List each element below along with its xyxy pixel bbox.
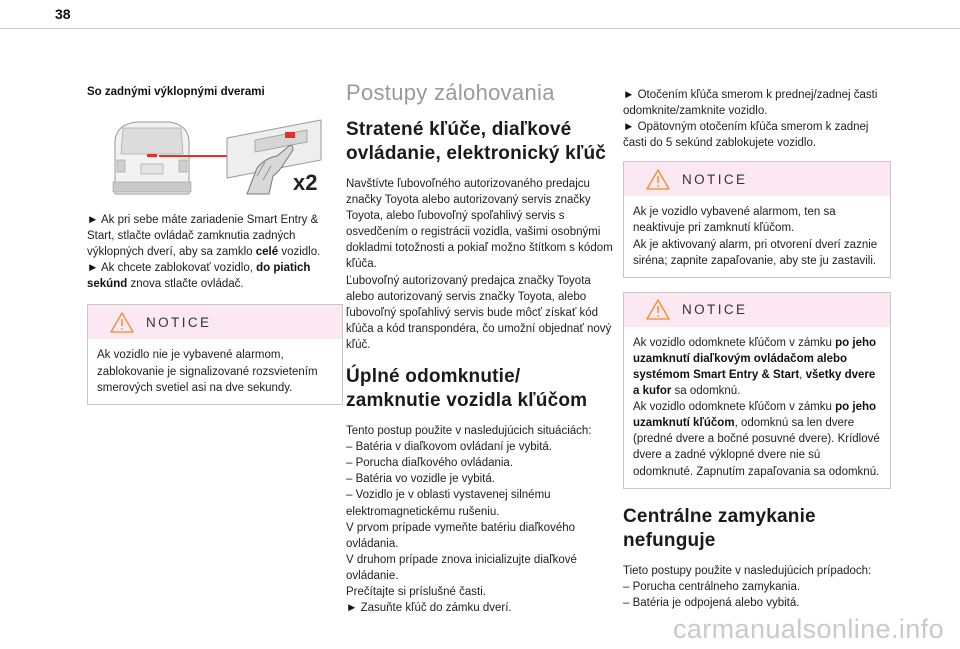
watermark: carmanualsonline.info <box>672 614 944 644</box>
text-run: Ak pri sebe máte zariadenie Smart Entry & Start, stlačte ovládač zamknutia zadných výklopných dverí, aby sa zamklo <box>87 214 319 259</box>
heading-lost-keys: Stratené kľúče, diaľkové ovládanie, elektronický kľúč <box>346 119 607 164</box>
warning-triangle-icon <box>110 312 134 333</box>
instruction-bullet <box>623 87 891 119</box>
paragraph: V druhom prípade znova inicializujte diaľkové ovládanie. <box>346 553 577 582</box>
page-number: 38 <box>55 6 71 22</box>
instruction-bullet <box>623 119 891 151</box>
column-middle <box>346 80 614 616</box>
bullet-arrow-icon: ► <box>87 262 99 275</box>
text-run: Otočením kľúča smerom k prednej/zadnej časti odomknite/zamknite vozidlo. <box>623 89 878 118</box>
notice-title: NOTICE <box>682 302 748 318</box>
notice-text: Ak je vozidlo vybavené alarmom, ten sa neaktivuje pri zamknutí kľúčom. <box>633 206 836 235</box>
instruction-bullet-2 <box>87 260 343 292</box>
text-run: Ak vozidlo odomknete kľúčom v zámku <box>633 336 836 349</box>
notice-box <box>623 292 891 489</box>
bullet-arrow-icon: ► <box>346 602 358 615</box>
notice-text <box>633 399 882 479</box>
list-item: – Batéria v diaľkovom ovládaní je vybitá. <box>346 441 552 454</box>
notice-text: Ak vozidlo nie je vybavené alarmom, zablokovanie je signalizované rozsvietením smerových svetiel asi na dve sekundy. <box>97 349 318 394</box>
instruction-bullet-1 <box>87 212 343 260</box>
bold-text: celé <box>255 246 279 259</box>
heading-key-unlock: Úplné odomknutie/ zamknutie vozidla kľúčom <box>346 366 588 412</box>
subsection-heading: So zadnými výklopnými dverami <box>87 86 265 98</box>
text-run: , <box>799 368 806 381</box>
text-run: Opätovným otočením kľúča smerom k zadnej časti do 5 sekúnd zablokujete vozidlo. <box>623 121 869 150</box>
list-item: – Vozidlo je v oblasti vystavenej silnému elektromagnetickému rušeniu. <box>346 489 551 518</box>
notice-body <box>88 339 342 403</box>
notice-title: NOTICE <box>146 314 212 330</box>
list-item-text: Batéria v diaľkovom ovládaní je vybitá. <box>355 441 552 454</box>
bullet-arrow-icon: ► <box>87 214 99 226</box>
list-item: – Porucha diaľkového ovládania. <box>346 457 514 470</box>
notice-body <box>624 196 890 276</box>
text-run: znova stlačte ovládač. <box>127 278 244 291</box>
paragraph: Navštívte ľubovoľného autorizovaného predajcu značky Toyota alebo autorizovaný servis značky Toyota, alebo ľubovoľný spoľahlivý servis s osvedčením o registrácii vozidla, vašimi osobnými dokladmi totožnosti a pokiaľ možno štítkom s kódom kľúča. <box>346 178 613 271</box>
notice-body <box>624 327 890 488</box>
notice-box <box>87 304 343 404</box>
heading-central-locking: Centrálne zamykanie nefunguje <box>623 505 816 551</box>
list-item-text: Porucha centrálneho zamykania. <box>632 580 801 593</box>
column-left <box>87 86 343 405</box>
bold-text: do piatich sekúnd <box>87 262 311 291</box>
warning-triangle-icon <box>646 299 670 320</box>
paragraph: V prvom prípade vymeňte batériu diaľkového ovládania. <box>346 521 576 550</box>
paragraph: Ľubovoľný autorizovaný predajca značky Toyota alebo autorizovaný servis značky Toyota, alebo ľubovoľný spoľahlivý servis bude môcť získať kód kľúča a kód transpondéra, čo umožní objednať nový kľúč. <box>346 274 612 351</box>
list-item: – Batéria vo vozidle je vybitá. <box>346 473 495 486</box>
press-twice-badge: x2 <box>293 170 318 195</box>
paragraph: Prečítajte si príslušné časti. <box>346 585 486 598</box>
list-item-text: Vozidlo je v oblasti vystavenej silnému elektromagnetickému rušeniu. <box>346 489 551 518</box>
bold-text: všetky dvere a kufor <box>633 368 876 398</box>
list-item: – Porucha centrálneho zamykania. <box>623 580 801 593</box>
text-run: Ak chcete zablokovať vozidlo, <box>100 262 257 275</box>
text-run: sa odomknú. <box>671 385 741 398</box>
notice-title: NOTICE <box>682 171 748 187</box>
bold-text: po jeho uzamknutí diaľkovým ovládačom alebo systémom Smart Entry & Start <box>633 336 877 381</box>
tailgate-button-illustration <box>107 116 327 196</box>
paragraph: Tieto postupy použite v nasledujúcich prípadoch: <box>623 564 872 577</box>
paragraph: Tento postup použite v nasledujúcich situáciách: <box>346 425 592 438</box>
notice-box <box>623 161 891 277</box>
van-rear-icon <box>113 122 191 194</box>
text-run: Zasuňte kľúč do zámku dverí. <box>360 602 512 615</box>
text-run: , odomknú sa len dvere (predné dvere a bočné posuvné dvere). Krídlové dvere a zadné výklopné dvere nie sú odomknuté. Zapnutím zapaľovania sa odomknú. <box>633 417 880 478</box>
bullet-arrow-icon: ► <box>623 121 635 134</box>
illustration-graphic <box>107 116 327 196</box>
list-item-text: Batéria vo vozidle je vybitá. <box>355 473 495 486</box>
notice-header <box>624 162 890 196</box>
list-item-text: Batéria je odpojená alebo vybitá. <box>632 596 800 609</box>
notice-text: Ak je aktivovaný alarm, pri otvorení dverí zaznie siréna; zapnite zapaľovanie, aby ste ju zastavili. <box>633 238 878 267</box>
instruction-bullet <box>346 600 614 616</box>
list-item: – Batéria je odpojená alebo vybitá. <box>623 596 800 609</box>
section-title: Postupy zálohovania <box>346 80 555 105</box>
warning-triangle-icon <box>646 169 670 190</box>
header-divider <box>0 28 960 29</box>
text-run: Ak vozidlo odomknete kľúčom v zámku <box>633 401 836 414</box>
bullet-arrow-icon: ► <box>623 89 635 101</box>
notice-text <box>633 335 882 399</box>
column-right <box>623 87 891 611</box>
bold-text: po jeho uzamknutí kľúčom <box>633 401 877 430</box>
text-run: vozidlo. <box>278 246 321 259</box>
notice-header <box>624 293 890 327</box>
notice-header <box>88 305 342 339</box>
list-item-text: Porucha diaľkového ovládania. <box>355 457 514 470</box>
